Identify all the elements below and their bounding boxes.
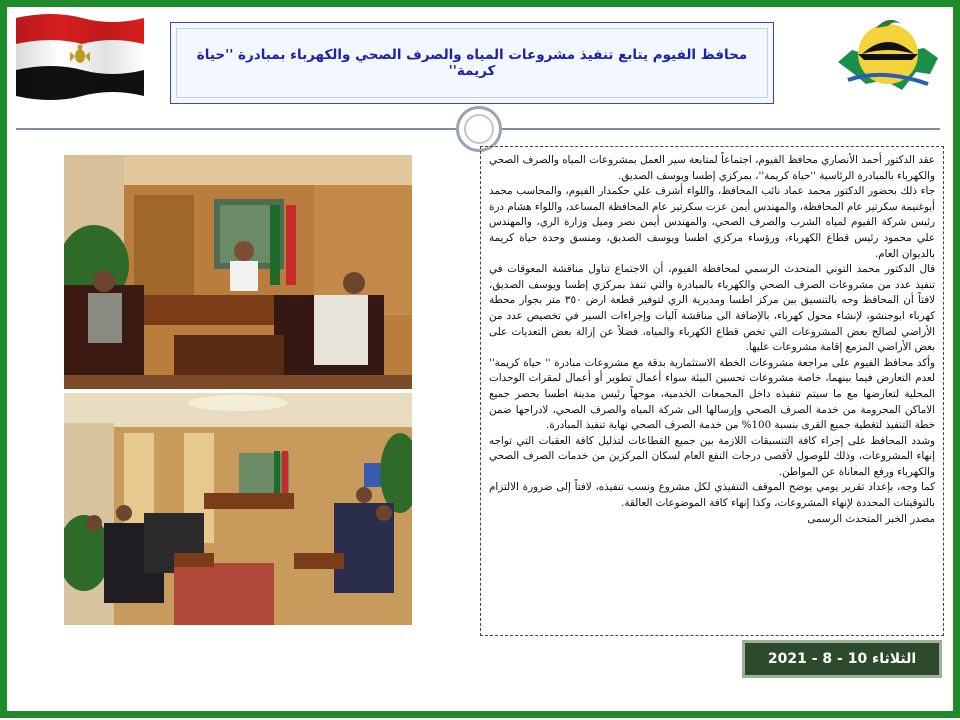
article-paragraph: وأكد محافظ الفيوم على مراجعة مشروعات الخطة الاستثمارية بدقة مع مشروعات مبادرة '' حياة كريمة'' لعدم التعارض فيما بينهما، خاصة مشروعات تحسين البيئة سواء أعمال تطوير أو أعمال لمقرات الوحدات المحلية لتعارضها مع ما سيتم تنفيذه داخل المجمعات الخدمية، موجهاً رئيس مدينة اطسا بحصر جميع الاماكن المحرومة من خدمة الصرف الصحي وإرسالها الى شركة المياه والصرف الصحي، لادراجها ضمن خطة التنفيذ لتغطية جميع القرى بنسبة 100% من خدمة الصرف الصحي نهاية تنفيذ المبادرة. bbox=[489, 356, 935, 432]
meeting-photo-1 bbox=[64, 155, 412, 389]
title-box bbox=[170, 22, 774, 104]
fayoum-governorate-logo bbox=[832, 10, 944, 108]
article-paragraph: كما وجه، بإعداد تقرير يومي يوضح الموقف التنفيذي لكل مشروع ونسب تنفيذه، لافتاً إلى ضرورة الالتزام بالتوقيتات المحددة لإنهاء المشروعات، وكذا إنهاء كافة الموضوعات العالقة. bbox=[489, 481, 935, 510]
article-body bbox=[480, 146, 944, 636]
meeting-photo-2 bbox=[64, 393, 412, 625]
title-inner-border bbox=[176, 28, 768, 98]
article-paragraph: عقد الدكتور أحمد الأنصاري محافظ الفيوم، اجتماعاً لمتابعة سير العمل بمشروعات المياه والصرف الصحي والكهرباء بالمبادرة الرئاسية ''حياة كريمة''، بمركزي إطسا ويوسف الصديق. bbox=[489, 154, 935, 182]
date-text: الثلاثاء 10 - 8 - 2021 bbox=[767, 651, 917, 667]
date-badge bbox=[742, 640, 942, 678]
article-paragraph: وشدد المحافظ على إجراء كافة التنسيقات اللازمة بين جميع القطاعات لتذليل كافة العقبات التي تواجه إنهاء المشروعات، وذلك للوصول لأقصى درجات النفع العام لسكان المركزين من خدمات الصرف الصحي والكهرباء ورفع المعاناة عن المواطن. bbox=[489, 434, 935, 478]
page-title: محافظ الفيوم يتابع تنفيذ مشروعات المياه والصرف الصحي والكهرباء بمبادرة ''حياة كريمة'' bbox=[196, 47, 748, 79]
article-paragraph: قال الدكتور محمد التوني المتحدث الرسمي لمحافظة الفيوم، أن الاجتماع تناول مناقشة المعوقات في تنفيذ عدد من مشروعات الصرف الصحي والكهرباء بالمبادرة والتي تنفذ بمركزي إطسا ويوسف الصديق، لافتاً أن المحافظ وجه بالتنسيق بين مركز اطسا ومديرية الري لتوفير قطعة ارض ٣٥٠ متر بجوار محطة كهرباء ابوجنشو، لإنشاء محول كهرباء، بالإضافة الى مناقشة آليات وإجراءات السير في تخصيص عدد من الأراضي لصالح بعض المشروعات التي تخص قطاع الكهرباء والمياه، فضلاً عن إزالة بعض التعديات على بعض الأراضي المزمع إقامة مشروعات عليها. bbox=[489, 263, 935, 354]
egypt-flag-icon bbox=[12, 10, 148, 102]
article-source: مصدر الخبر المتحدث الرسمى bbox=[807, 512, 935, 525]
article-paragraph: جاء ذلك بحضور الدكتور محمد عماد نائب المحافظ، واللواء أشرف علي حكمدار الفيوم، والمحاسب محمد أبوغنيمة سكرتير عام المحافظة، والمهندس أيمن عزت سكرتير عام المحافظة المساعد، واللواء هشام درة رئيس شركة الفيوم لمياه الشرب والصرف الصحي، والمهندس أيمن نصر وميل وزارة الري، والمهندس علي محمود رئيس قطاع الكهرباء، ورؤساء مركزي اطسا ويوسف الصديق، ومنسق وحدة حياة كريمة بالديوان العام. bbox=[489, 185, 935, 260]
